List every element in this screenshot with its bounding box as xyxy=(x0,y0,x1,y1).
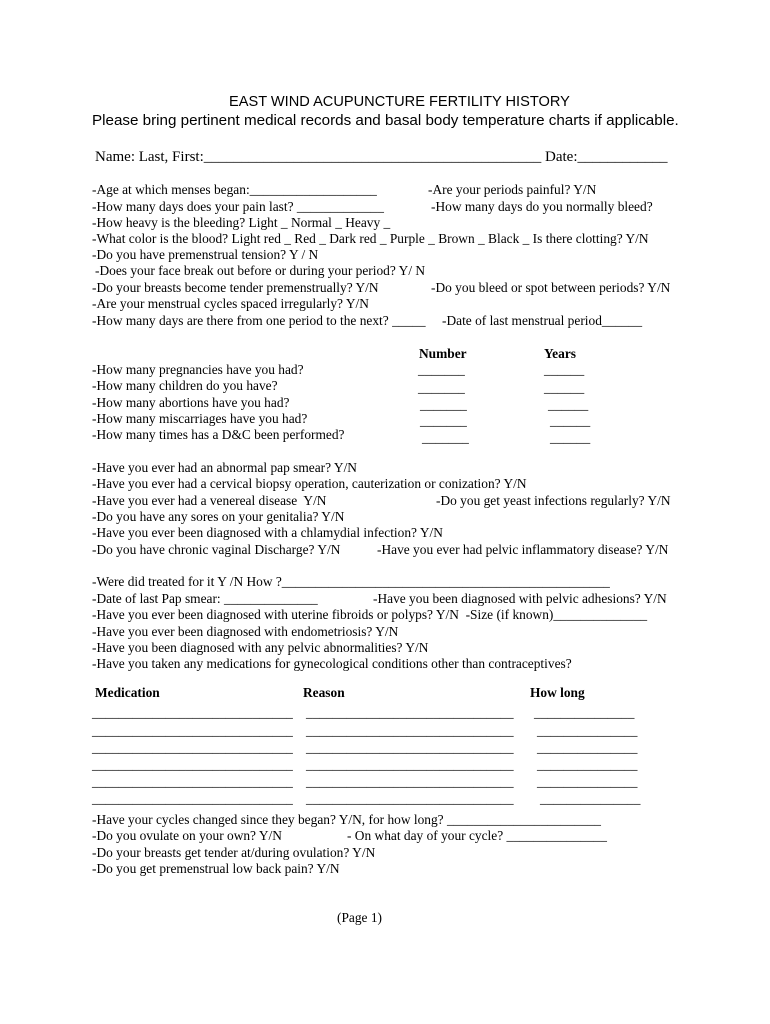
pregnancy-question: -How many abortions have you had? xyxy=(92,395,290,410)
medication-field[interactable]: ______________________________ xyxy=(92,705,293,720)
question-abnormal-pap[interactable]: -Have you ever had an abnormal pap smear? Y/N xyxy=(92,460,357,475)
pregnancy-question: -How many miscarriages have you had? xyxy=(92,411,308,426)
question-vaginal-discharge[interactable]: -Do you have chronic vaginal Discharge? Y/N xyxy=(92,542,341,557)
how-long-field[interactable]: _______________ xyxy=(537,723,638,738)
question-back-pain[interactable]: -Do you get premenstrual low back pain? Y/N xyxy=(92,861,340,876)
question-last-pap-date[interactable]: -Date of last Pap smear: ______________ xyxy=(92,591,318,606)
medication-field[interactable]: ______________________________ xyxy=(92,774,293,789)
date-field[interactable]: Date:____________ xyxy=(545,149,668,165)
pregnancy-number-field[interactable]: _______ xyxy=(418,362,465,377)
question-periods-painful[interactable]: -Are your periods painful? Y/N xyxy=(428,182,597,197)
question-fibroids-polyps[interactable]: -Have you ever been diagnosed with uterine fibroids or polyps? Y/N -Size (if known)______________ xyxy=(92,607,648,622)
question-treatment[interactable]: -Were did treated for it Y /N How ?_________________________________________________ xyxy=(92,574,610,589)
question-ovulation-day[interactable]: - On what day of your cycle? _______________ xyxy=(347,828,607,843)
how-long-field[interactable]: _______________ xyxy=(540,791,641,806)
medication-field[interactable]: ______________________________ xyxy=(92,723,293,738)
question-pelvic-adhesions[interactable]: -Have you been diagnosed with pelvic adhesions? Y/N xyxy=(373,591,667,606)
how-long-field[interactable]: _______________ xyxy=(534,705,635,720)
reason-field[interactable]: _______________________________ xyxy=(306,791,514,806)
how-long-field[interactable]: _______________ xyxy=(537,757,638,772)
column-header-years: Years xyxy=(544,346,576,361)
question-face-breakout[interactable]: -Does your face break out before or during your period? Y/ N xyxy=(95,263,426,278)
question-breast-tenderness[interactable]: -Do your breasts become tender premenstrually? Y/N xyxy=(92,280,379,295)
how-long-field[interactable]: _______________ xyxy=(537,774,638,789)
reason-field[interactable]: _______________________________ xyxy=(306,705,514,720)
pregnancy-years-field[interactable]: ______ xyxy=(544,362,585,377)
page-number: (Page 1) xyxy=(337,910,382,925)
name-field[interactable]: Name: Last, First:_____________________________________________ xyxy=(95,149,542,165)
question-ovulate[interactable]: -Do you ovulate on your own? Y/N xyxy=(92,828,282,843)
pregnancy-number-field[interactable]: _______ xyxy=(420,397,467,412)
pregnancy-question: -How many times has a D&C been performed? xyxy=(92,427,345,442)
reason-field[interactable]: _______________________________ xyxy=(306,774,514,789)
how-long-field[interactable]: _______________ xyxy=(537,740,638,755)
column-header-how-long: How long xyxy=(530,685,585,700)
medication-field[interactable]: ______________________________ xyxy=(92,791,293,806)
question-cervical-biopsy[interactable]: -Have you ever had a cervical biopsy operation, cauterization or conization? Y/N xyxy=(92,476,527,491)
question-ovulation-tenderness[interactable]: -Do your breasts get tender at/during ovulation? Y/N xyxy=(92,845,376,860)
pregnancy-question: -How many pregnancies have you had? xyxy=(92,362,304,377)
question-venereal-disease[interactable]: -Have you ever had a venereal disease Y/N xyxy=(92,493,327,508)
question-endometriosis[interactable]: -Have you ever been diagnosed with endometriosis? Y/N xyxy=(92,624,399,639)
question-pelvic-abnormalities[interactable]: -Have you been diagnosed with any pelvic abnormalities? Y/N xyxy=(92,640,429,655)
form-subtitle: Please bring pertinent medical records and basal body temperature charts if applicable. xyxy=(92,112,679,129)
question-chlamydia[interactable]: -Have you ever been diagnosed with a chlamydial infection? Y/N xyxy=(92,525,443,540)
question-irregular-cycles[interactable]: -Are your menstrual cycles spaced irregularly? Y/N xyxy=(92,296,369,311)
question-premenstrual-tension[interactable]: -Do you have premenstrual tension? Y / N xyxy=(92,247,319,262)
column-header-number: Number xyxy=(419,346,467,361)
pregnancy-years-field[interactable]: ______ xyxy=(550,413,591,428)
pregnancy-years-field[interactable]: ______ xyxy=(548,397,589,412)
question-spotting[interactable]: -Do you bleed or spot between periods? Y/N xyxy=(431,280,671,295)
question-cycle-length[interactable]: -How many days are there from one period to the next? _____ xyxy=(92,313,426,328)
pregnancy-number-field[interactable]: _______ xyxy=(420,413,467,428)
question-menses-age[interactable]: -Age at which menses began:___________________ xyxy=(92,182,377,197)
question-bleeding-heaviness[interactable]: -How heavy is the bleeding? Light _ Normal _ Heavy _ xyxy=(92,215,391,230)
reason-field[interactable]: _______________________________ xyxy=(306,740,514,755)
question-yeast-infections[interactable]: -Do you get yeast infections regularly? Y/N xyxy=(436,493,671,508)
pregnancy-number-field[interactable]: _______ xyxy=(422,430,469,445)
pregnancy-years-field[interactable]: ______ xyxy=(550,430,591,445)
form-title: EAST WIND ACUPUNCTURE FERTILITY HISTORY xyxy=(229,94,570,110)
question-bleed-days[interactable]: -How many days do you normally bleed? xyxy=(431,199,653,214)
pregnancy-number-field[interactable]: _______ xyxy=(418,380,465,395)
medication-field[interactable]: ______________________________ xyxy=(92,757,293,772)
column-header-medication: Medication xyxy=(95,685,160,700)
question-genital-sores[interactable]: -Do you have any sores on your genitalia? Y/N xyxy=(92,509,345,524)
question-pelvic-inflammatory[interactable]: -Have you ever had pelvic inflammatory disease? Y/N xyxy=(377,542,669,557)
question-pain-duration[interactable]: -How many days does your pain last? _____________ xyxy=(92,199,384,214)
pregnancy-years-field[interactable]: ______ xyxy=(544,380,585,395)
reason-field[interactable]: _______________________________ xyxy=(306,757,514,772)
column-header-reason: Reason xyxy=(303,685,345,700)
question-last-period-date[interactable]: -Date of last menstrual period______ xyxy=(442,313,643,328)
reason-field[interactable]: _______________________________ xyxy=(306,723,514,738)
pregnancy-question: -How many children do you have? xyxy=(92,378,278,393)
medication-field[interactable]: ______________________________ xyxy=(92,740,293,755)
question-medications[interactable]: -Have you taken any medications for gynecological conditions other than contraceptives? xyxy=(92,656,572,671)
question-cycles-changed[interactable]: -Have your cycles changed since they began? Y/N, for how long? _______________________ xyxy=(92,812,601,827)
question-blood-color[interactable]: -What color is the blood? Light red _ Red _ Dark red _ Purple _ Brown _ Black _ Is there clotting? Y/N xyxy=(92,231,649,246)
